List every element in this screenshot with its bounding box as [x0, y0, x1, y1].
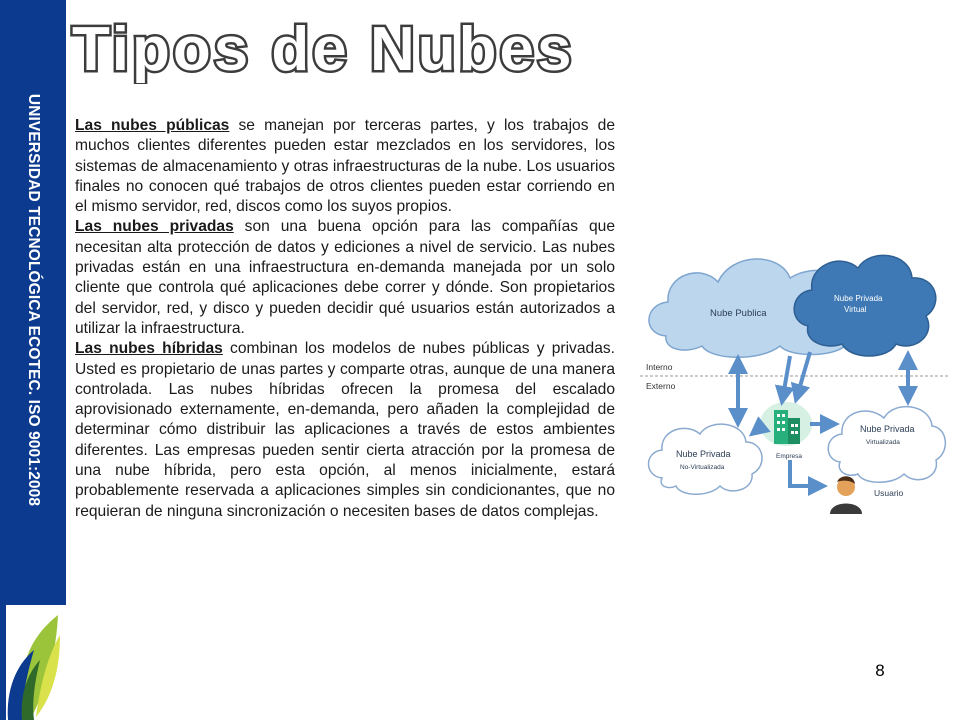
ecotec-leaf-logo-icon [0, 605, 66, 720]
virtual-private-cloud-label: Nube Privada [834, 294, 883, 303]
text-private-clouds: son una buena opción para las compañías que necesitan alta protección de datos y ediciones a nivel de servicio. Las nubes privadas están en una infraestructura en-demanda manejada por un solo cliente que controla qué aplicaciones debe correr y dónde. Son propietarios del servidor, red, y disco y pueden decidir qué usuarios están autorizados a utilizar la infraestructura. [75, 218, 615, 337]
external-zone-label: Externo [646, 381, 676, 391]
private-nonvirtual-cloud-label: Nube Privada [676, 449, 731, 459]
company-label: Empresa [776, 453, 803, 460]
university-vertical-text: UNIVERSIDAD TECNOLÓGICA ECOTEC. ISO 9001:2008 [25, 93, 42, 507]
private-nonvirtual-cloud-icon [649, 424, 763, 494]
text-hybrid-clouds: combinan los modelos de nubes públicas y privadas. Usted es propietario de unas partes y comparte otras, aunque de una manera controlada. Las nubes híbridas ofrecen la promesa del escalado aprovisionado externamente, en-demanda, pero añaden la complejidad de determinar cómo distribuir las aplicaciones a través de estos ambientes diferentes. Las empresas pueden sentir cierta atracción por la promesa de una nube híbrida, pero esta opción, al menos inicialmente, estará probablemente reservada a aplicaciones simples sin condicionantes, que no requieran de ninguna sincronización o necesiten bases de datos complejas. [75, 340, 615, 520]
cloud-types-diagram [640, 246, 948, 528]
slide-title [66, 14, 576, 84]
paragraph-hybrid-clouds [75, 339, 615, 522]
user-label: Usuario [874, 488, 904, 498]
lead-public-clouds: Las nubes públicas [75, 117, 230, 134]
public-cloud-label: Nube Publica [710, 308, 767, 319]
private-nonvirtual-cloud-sublabel: No-Virtualizada [680, 464, 725, 471]
body-text [75, 116, 615, 522]
private-virtual-cloud-sublabel: Virtualizada [866, 439, 900, 446]
paragraph-public-clouds [75, 116, 615, 217]
internal-zone-label: Interno [646, 362, 673, 372]
virtual-private-cloud-sublabel: Virtual [844, 305, 867, 314]
user-avatar-icon [830, 476, 862, 514]
private-virtual-cloud-label: Nube Privada [860, 424, 915, 434]
lead-private-clouds: Las nubes privadas [75, 218, 234, 236]
lead-hybrid-clouds: Las nubes híbridas [75, 340, 223, 358]
page-number: 8 [875, 661, 885, 680]
text-public-clouds: se manejan por terceras partes, y los trabajos de muchos clientes diferentes pueden estar mezclados en los servidores, los sistemas de almacenamiento y otras infraestructuras de la nube. Los usuarios finales no conocen qué trabajos de otros clientes pueden estar corriendo en el mismo servidor, red, discos como los suyos propios. [75, 117, 616, 216]
paragraph-private-clouds [75, 217, 615, 339]
sidebar [0, 0, 66, 720]
company-building-icon [760, 402, 812, 446]
svg-text:Tipos de Nubes: Tipos de Nubes [72, 15, 575, 84]
